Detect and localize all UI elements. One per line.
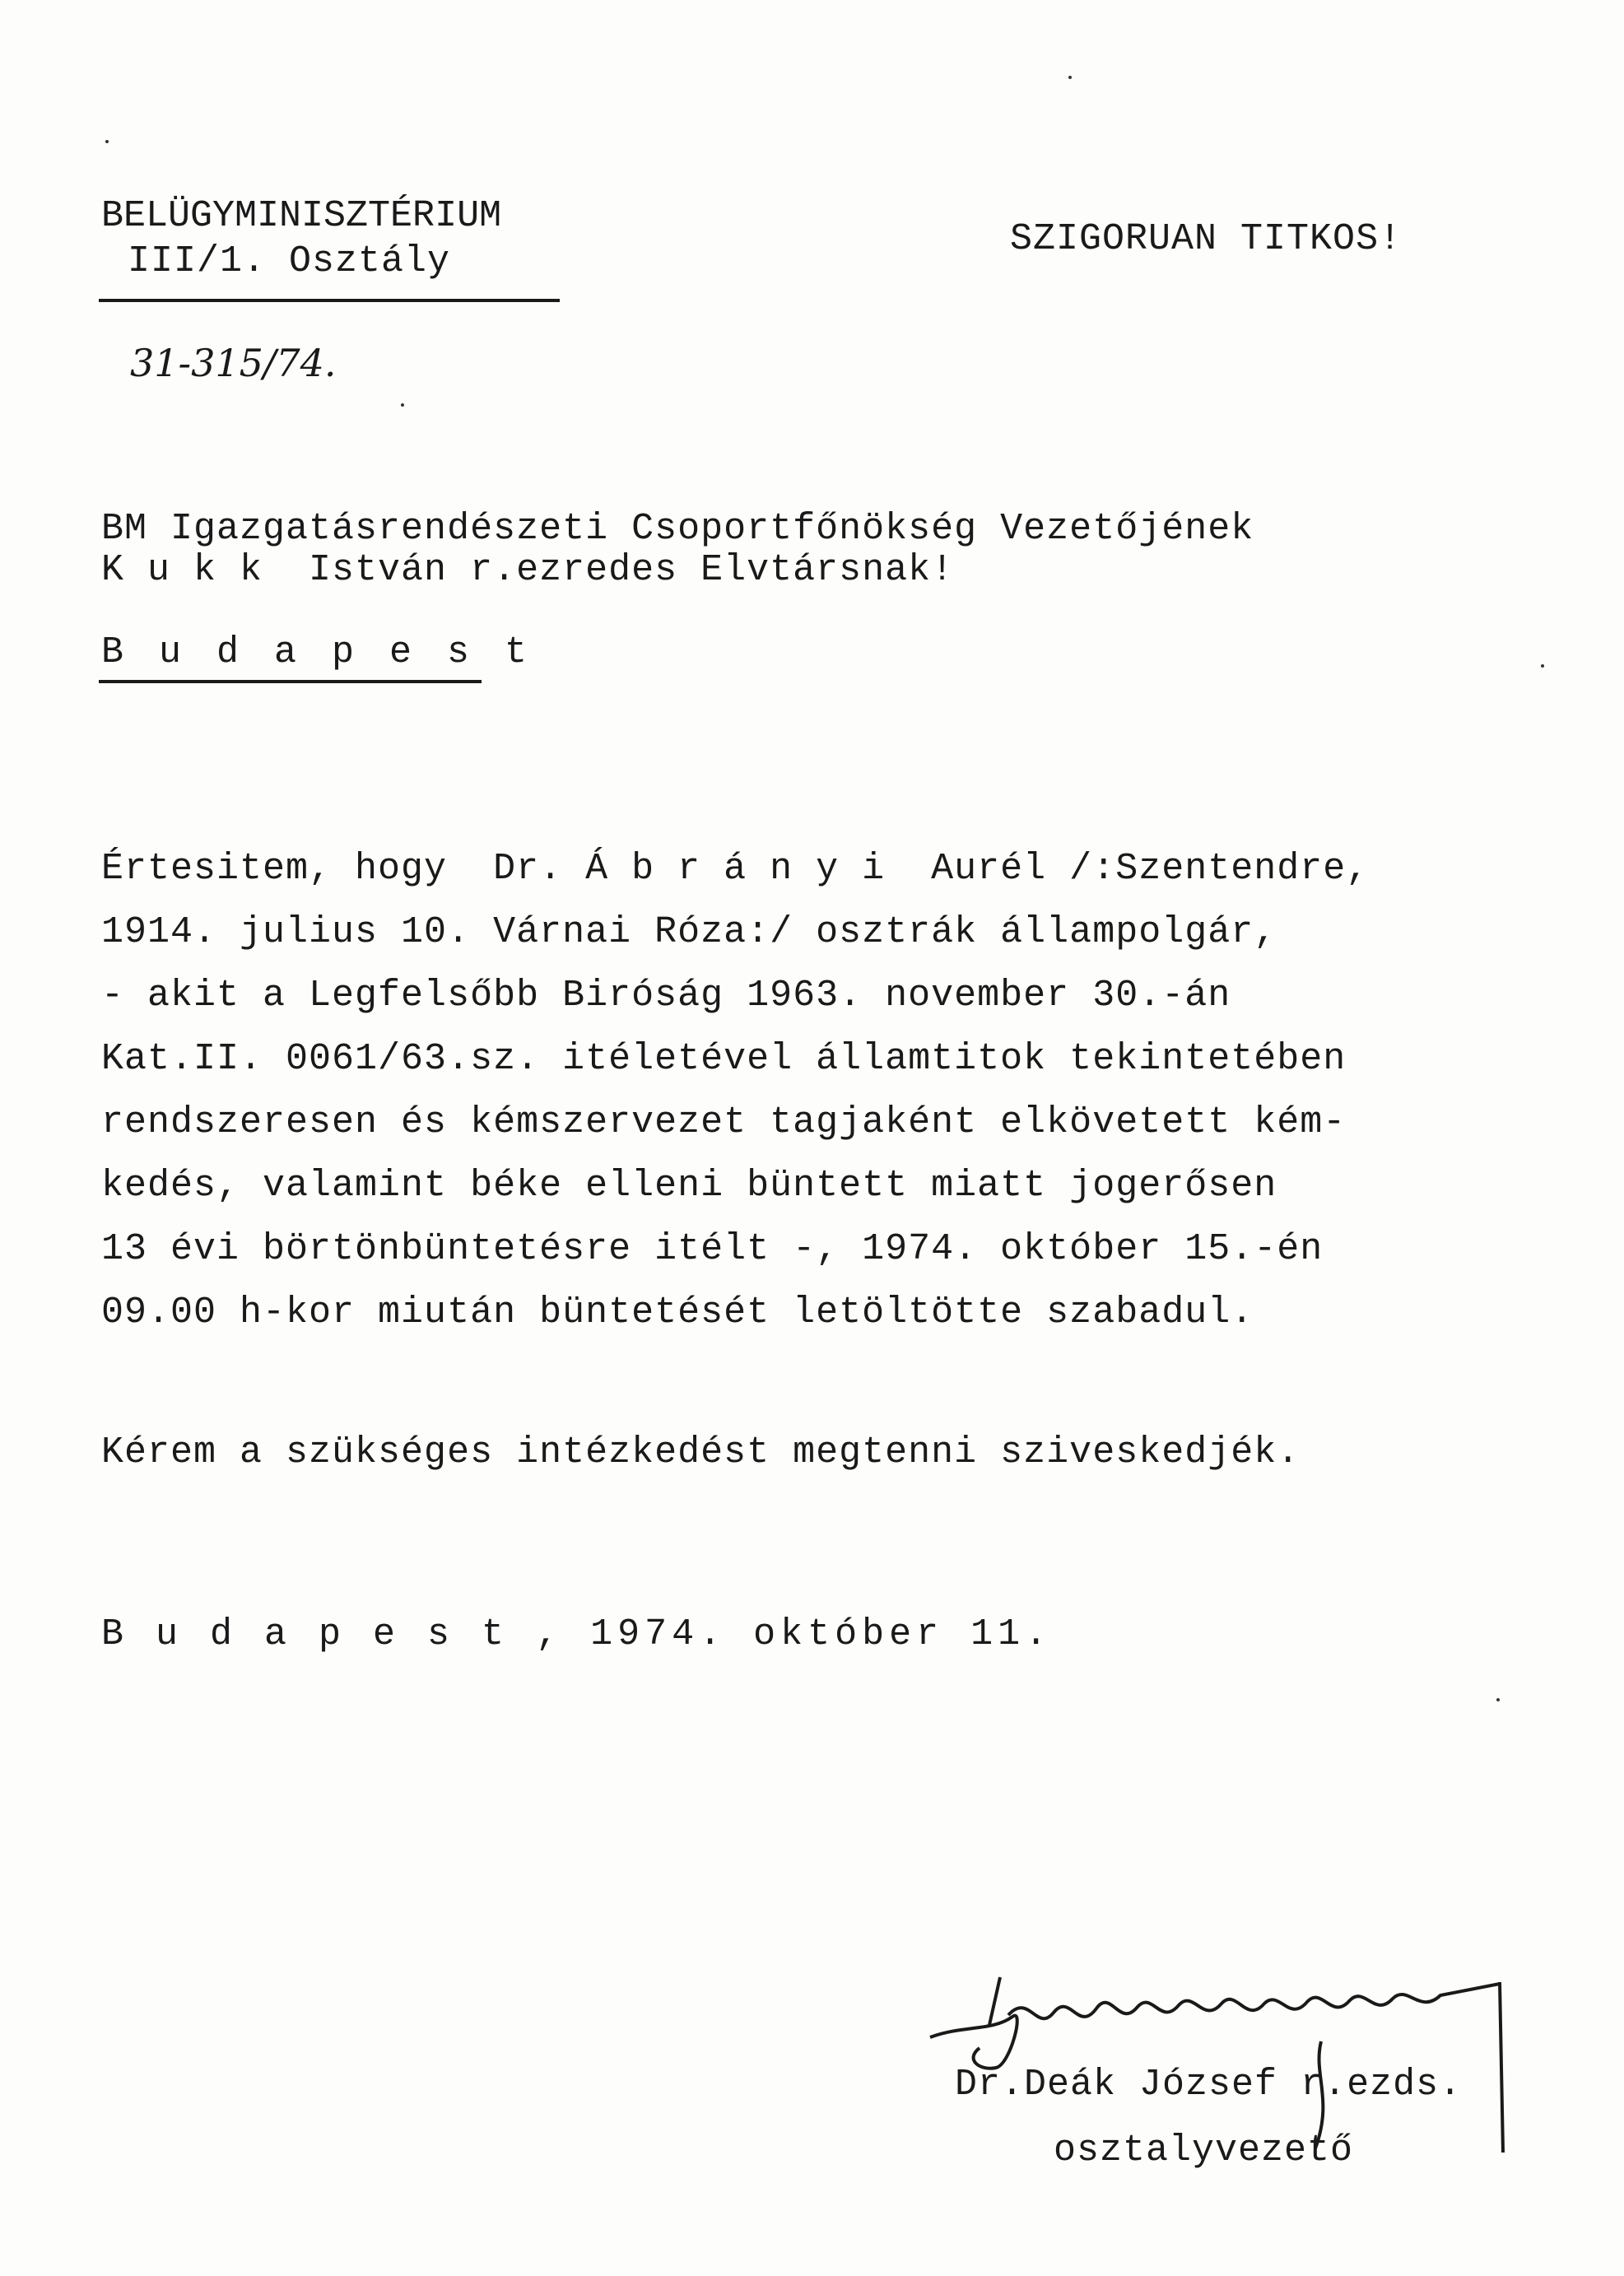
body-line: 1914. julius 10. Várnai Róza:/ osztrák állampolgár, xyxy=(101,911,1277,953)
signatory-name: Dr.Deák József r.ezds. xyxy=(955,2064,1463,2106)
body-line: Értesitem, hogy Dr. Á b r á n y i Aurél /:Szentendre, xyxy=(101,848,1370,890)
body-line: rendszeresen és kémszervezet tagjaként elkövetett kém- xyxy=(101,1101,1347,1143)
scan-speck xyxy=(1068,76,1072,79)
recipient-line-2: K u k k István r.ezredes Elvtársnak! xyxy=(101,549,955,591)
body-line: 09.00 h-kor miután büntetését letöltötte szabadul. xyxy=(101,1292,1254,1333)
recipient-city: B u d a p e s t xyxy=(101,631,534,673)
scan-speck xyxy=(401,403,404,407)
ministry-name: BELÜGYMINISZTÉRIUM xyxy=(101,195,502,237)
reference-number: 31-315/74. xyxy=(130,341,337,385)
scan-speck xyxy=(1541,664,1544,668)
body-line: kedés, valamint béke elleni büntett miatt jogerősen xyxy=(101,1165,1277,1207)
request-sentence: Kérem a szükséges intézkedést megtenni sziveskedjék. xyxy=(101,1431,1301,1473)
body-line: 13 évi börtönbüntetésre itélt -, 1974. október 15.-én xyxy=(101,1228,1324,1270)
city-underline xyxy=(99,680,482,683)
body-line: Kat.II. 0061/63.sz. itéletével államtitok tekintetében xyxy=(101,1038,1347,1080)
signatory-title: osztalyvezető xyxy=(1054,2129,1354,2171)
scan-speck xyxy=(1496,1698,1500,1701)
department-name: III/1. Osztály xyxy=(128,240,451,282)
header-underline xyxy=(99,299,560,302)
recipient-line-1: BM Igazgatásrendészeti Csoportfőnökség Vezetőjének xyxy=(101,508,1254,550)
scan-speck xyxy=(105,140,109,143)
body-line: - akit a Legfelsőbb Biróság 1963. november 30.-án xyxy=(101,975,1231,1017)
date-line: B u d a p e s t , 1974. október 11. xyxy=(101,1613,1053,1655)
classification-stamp: SZIGORUAN TITKOS! xyxy=(1010,218,1403,260)
